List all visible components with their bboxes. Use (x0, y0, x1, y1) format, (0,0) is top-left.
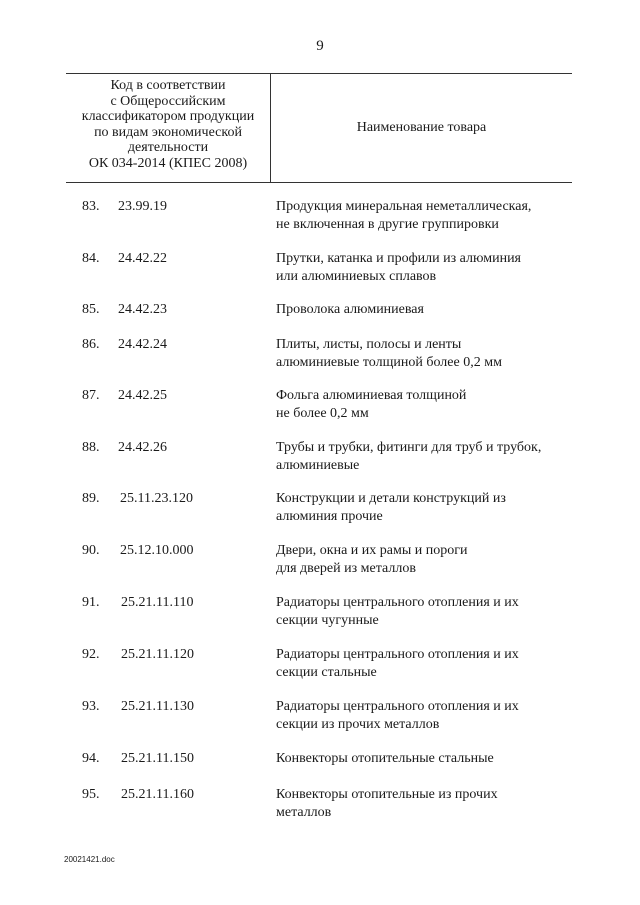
row-code: 25.21.11.160 (121, 787, 194, 802)
row-product-name-line: Продукция минеральная неметаллическая, (276, 199, 532, 214)
row-product-name (276, 490, 576, 526)
row-product-name-line: Плиты, листы, полосы и ленты (276, 337, 462, 352)
row-number: 86. (82, 337, 100, 352)
row-number: 89. (82, 491, 100, 506)
header-code-line: по видам экономической (94, 124, 242, 140)
footer-filename: 20021421.doc (64, 855, 115, 864)
row-product-name (276, 698, 576, 734)
row-product-name-line: или алюминиевых сплавов (276, 269, 437, 284)
header-code-line: деятельности (127, 140, 209, 155)
row-product-name (276, 336, 576, 372)
row-product-name (276, 594, 576, 630)
page-number: 9 (316, 38, 324, 54)
row-product-name (276, 542, 576, 578)
row-product-name-line: секции стальные (276, 665, 377, 680)
row-number: 88. (82, 440, 100, 455)
row-code: 23.99.19 (118, 199, 167, 214)
header-code-line: классификатором продукции (81, 109, 255, 124)
header-code-column (66, 78, 270, 171)
row-product-name-line: Двери, окна и их рамы и пороги (276, 543, 468, 558)
row-product-name-line: Конструкции и детали конструкций из (276, 491, 506, 506)
row-product-name-line: Радиаторы центрального отопления и их (276, 647, 519, 662)
row-product-name (276, 786, 576, 822)
row-number: 93. (82, 699, 100, 714)
row-number: 83. (82, 199, 100, 214)
row-code: 24.42.26 (118, 440, 167, 455)
row-code: 24.42.22 (118, 251, 167, 266)
row-product-name (276, 250, 576, 286)
row-number: 87. (82, 388, 100, 403)
row-code: 25.21.11.120 (121, 647, 194, 662)
row-product-name-line: алюминиевые (276, 458, 360, 473)
row-product-name-line: секции из прочих металлов (276, 717, 440, 732)
row-number: 95. (82, 787, 100, 802)
row-number: 85. (82, 302, 100, 317)
row-product-name-line: для дверей из металлов (276, 561, 416, 576)
row-product-name-line: Радиаторы центрального отопления и их (276, 699, 519, 714)
row-number: 90. (82, 543, 100, 558)
row-product-name-line: Прутки, катанка и профили из алюминия (276, 251, 521, 266)
row-code: 24.42.24 (118, 337, 167, 352)
row-product-name (276, 198, 576, 234)
header-name-column: Наименование товара (356, 120, 487, 135)
table-header (66, 73, 572, 183)
row-product-name-line: Конвекторы отопительные из прочих (276, 787, 498, 802)
row-product-name-line: алюминиевые толщиной более 0,2 мм (276, 355, 502, 370)
row-product-name (276, 439, 576, 475)
row-code: 25.21.11.110 (121, 595, 194, 610)
row-product-name-line: металлов (276, 805, 332, 820)
row-product-name-line: Конвекторы отопительные стальные (276, 751, 494, 766)
row-product-name (276, 387, 576, 423)
row-product-name (276, 301, 576, 319)
row-code: 24.42.23 (118, 302, 167, 317)
row-product-name-line: алюминия прочие (276, 509, 383, 524)
header-code-line: ОК 034-2014 (КПЕС 2008) (88, 155, 248, 171)
row-product-name-line: Трубы и трубки, фитинги для труб и трубок, (276, 440, 542, 455)
row-product-name-line: не включенная в другие группировки (276, 217, 499, 232)
header-code-line: Код в соответствии (110, 78, 226, 93)
row-number: 91. (82, 595, 100, 610)
row-code: 24.42.25 (118, 388, 167, 403)
row-product-name-line: Фольга алюминиевая толщиной (276, 388, 467, 403)
row-product-name-line: не более 0,2 мм (276, 406, 369, 421)
row-code: 25.11.23.120 (120, 491, 193, 506)
row-code: 25.12.10.000 (120, 543, 194, 558)
row-product-name (276, 646, 576, 682)
row-product-name-line: Проволока алюминиевая (276, 302, 424, 317)
row-code: 25.21.11.150 (121, 751, 194, 766)
row-product-name-line: секции чугунные (276, 613, 379, 628)
row-number: 92. (82, 647, 100, 662)
row-product-name-line: Радиаторы центрального отопления и их (276, 595, 519, 610)
row-code: 25.21.11.130 (121, 699, 194, 714)
header-code-line: с Общероссийским (110, 93, 226, 109)
row-number: 94. (82, 751, 100, 766)
row-product-name (276, 750, 576, 768)
row-number: 84. (82, 251, 100, 266)
